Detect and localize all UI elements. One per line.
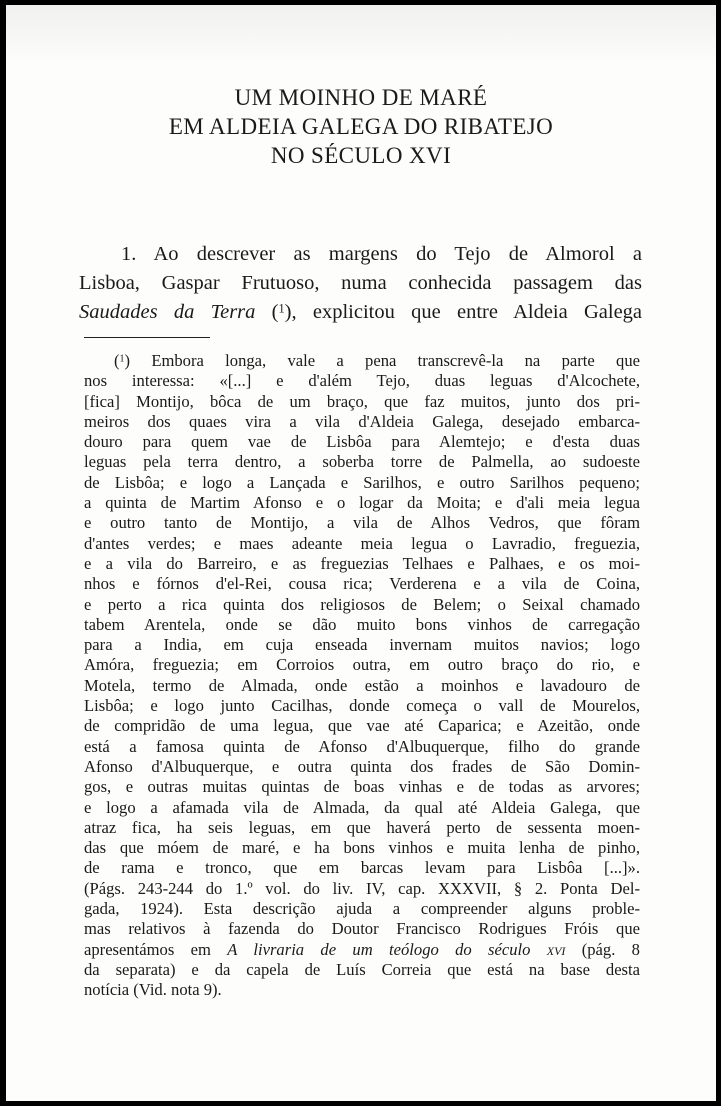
footnote-line: d'antes verdes; e maes adeante meia legua o Lavradio, freguezia, [84,533,640,553]
footnote-line: mas relativos à fazenda do Doutor Francisco Rodrigues Fróis que [84,919,640,939]
footnote-marker: 1 [119,353,125,365]
footnote-line: gos, e outras muitas quintas de boas vinhas e de todas as arvores; [84,777,640,797]
footnote-line: Afonso d'Albuquerque, e outra quinta dos frades de São Domin- [84,756,640,776]
footnote-line: e outro tanto de Montijo, a vila de Alhos Vedros, que fôram [84,513,640,533]
scan-shadow [6,5,716,65]
footnote-ref: 1 [278,301,285,316]
footnote-line: meiros dos quaes vira a vila d'Aldeia Galega, desejado embarca- [84,411,640,431]
footnote-line: a quinta de Martim Afonso e o logar da Moita; e d'ali meia legua [84,493,640,513]
footnote-line: e a vila do Barreiro, e as freguezias Telhaes e Palhaes, e os moi- [84,553,640,573]
footnote-line: para a India, em cuja enseada invernam muitos navios; logo [84,635,640,655]
footnote-line: ($^1$) Embora longa, vale a pena transcrevê-la na parte que [114,351,640,370]
footnote-line: douro para quem vae de Lisbôa para Alemtejo; e d'esta duas [84,432,640,452]
title-line-1: UM MOINHO DE MARÉ [234,85,488,110]
footnote-line: de Lisbôa; e logo a Lançada e Sarilhos, e outro Sarilhos pequeno; [84,472,640,492]
footnote-line: e logo a afamada vila de Almada, da qual até Aldeia Galega, que [84,797,640,817]
cited-work-title: A livraria de um teólogo do século [227,939,531,959]
footnote-line: Amóra, freguezia; em Corroios outra, em outro braço do rio, e [84,655,640,675]
footnote-line: está a famosa quinta de Afonso d'Albuquerque, filho do grande [84,736,640,756]
footnote-line: das que móem de maré, e ha bons vinhos e muita lenha de pinho, [84,838,640,858]
footnote-line: nos interessa: «[...] e d'além Tejo, duas leguas d'Alcochete, [84,371,640,391]
body-line-rest: ), explicitou que entre Aldeia Galega [284,301,643,323]
footnote-line: de rama e tronco, que em barcas levam para Lisbôa [...]». [84,858,640,878]
footnote-line: leguas pela terra dentro, a soberba torre de Palmella, ao sudoeste [84,452,640,472]
book-title: Saudades da Terra [79,301,256,323]
footnote-divider [84,337,210,338]
footnote-line: nhos e fórnos d'el-Rei, cousa rica; Verderena e a vila de Coina, [84,574,640,594]
footnote-line: e perto a rica quinta dos religiosos de Belem; o Seixal chamado [84,594,640,614]
footnote-line: (Págs. 243-244 do 1.º vol. do liv. IV, cap. XXXVII, § 2. Ponta Del- [84,878,640,898]
body-line: Lisboa, Gaspar Frutuoso, numa conhecida passagem das [79,272,642,294]
title-line-2: EM ALDEIA GALEGA DO RIBATEJO [168,114,554,139]
footnote-line: atraz fica, ha seis leguas, em que haverá perto de sessenta moen- [84,817,640,837]
body-paragraph [79,240,642,327]
footnote-line: gada, 1924). Esta descrição ajuda a compreender alguns proble- [84,899,640,919]
footnote-line: [fica] Montijo, bôca de um braço, que faz muitos, junto dos pri- [84,391,640,411]
footnote-line: Lisbôa; e logo junto Cacilhas, donde começa o vall de Mourelos, [84,696,640,716]
footnote-line: notícia (Vid. nota 9). [84,980,222,1000]
footnote-line: Motela, termo de Almada, onde estão a moinhos e lavadouro de [84,675,640,695]
title-line-3: NO SÉCULO XVI [270,143,452,168]
footnote [84,351,640,1001]
century-numeral: xvi [546,939,566,959]
article-title [6,83,716,170]
document-page [6,5,716,1101]
body-line: Saudades da Terra ($^1$), explicitou que entre Aldeia Galega [79,301,643,323]
footnote-line: apresentámos em A livraria de um teólogo do século xvi (pág. 8 [84,939,640,959]
body-line: 1. Ao descrever as margens do Tejo de Almorol a [121,243,642,265]
footnote-line: tabem Arentela, onde se dão muito bons vinhos de carregação [84,614,640,634]
footnote-line: de compridão de uma legua, que vae até Caparica; e Azeitão, onde [84,716,640,736]
footnote-line: da separata) e da capela de Luís Correia que está na base desta [84,959,640,979]
